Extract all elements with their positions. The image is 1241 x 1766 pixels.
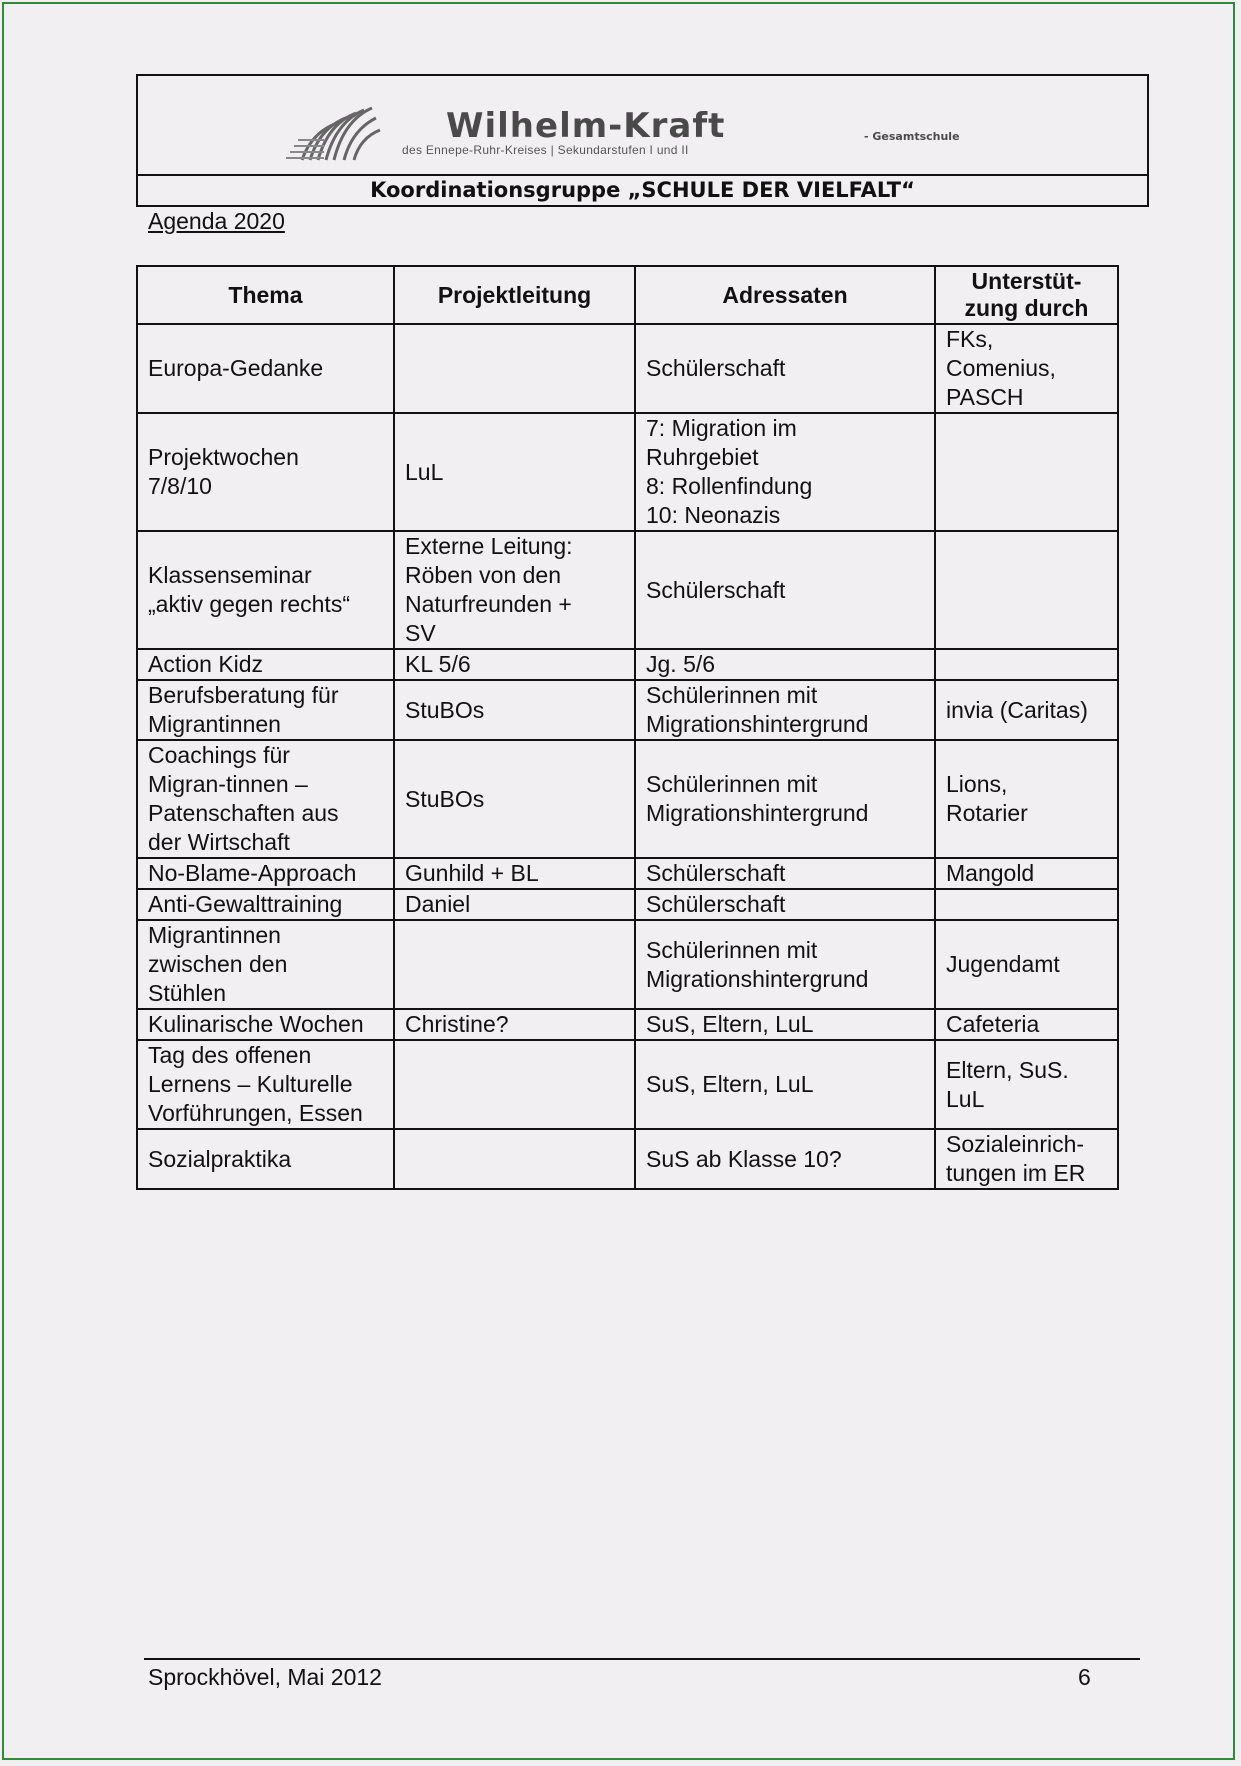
table-row xyxy=(137,1129,1118,1189)
table-cell: Schülerinnen mit Migrationshintergrund xyxy=(635,680,935,740)
column-header: Adressaten xyxy=(635,266,935,324)
table-cell xyxy=(935,413,1118,531)
table-cell: Schülerinnen mit Migrationshintergrund xyxy=(635,920,935,1009)
table-cell: Gunhild + BL xyxy=(394,858,635,889)
table-cell: StuBOs xyxy=(394,740,635,858)
table-cell: Cafeteria xyxy=(935,1009,1118,1040)
table-row xyxy=(137,680,1118,740)
table-cell: Berufsberatung für Migrantinnen xyxy=(137,680,394,740)
table-cell xyxy=(394,1040,635,1129)
table-row xyxy=(137,1009,1118,1040)
table-cell: Eltern, SuS. LuL xyxy=(935,1040,1118,1129)
table-cell: Jugendamt xyxy=(935,920,1118,1009)
table-cell xyxy=(935,531,1118,649)
table-cell: Schülerschaft xyxy=(635,858,935,889)
agenda-table xyxy=(136,265,1119,1190)
table-cell: LuL xyxy=(394,413,635,531)
school-name: Wilhelm-Kraft xyxy=(446,106,726,146)
table-cell: Tag des offenen Lernens – Kulturelle Vorführungen, Essen xyxy=(137,1040,394,1129)
table-cell: Schülerinnen mit Migrationshintergrund xyxy=(635,740,935,858)
table-row xyxy=(137,531,1118,649)
table-cell: Daniel xyxy=(394,889,635,920)
table-cell: Kulinarische Wochen xyxy=(137,1009,394,1040)
column-header: Unterstüt- zung durch xyxy=(935,266,1118,324)
table-cell: SuS, Eltern, LuL xyxy=(635,1009,935,1040)
table-cell: Projektwochen 7/8/10 xyxy=(137,413,394,531)
table-cell: StuBOs xyxy=(394,680,635,740)
table-cell: Sozialpraktika xyxy=(137,1129,394,1189)
table-row xyxy=(137,858,1118,889)
table-cell: Schülerschaft xyxy=(635,889,935,920)
table-cell xyxy=(394,324,635,413)
table-cell: SuS, Eltern, LuL xyxy=(635,1040,935,1129)
table-cell: Coachings für Migran-tinnen – Patenschaften aus der Wirtschaft xyxy=(137,740,394,858)
table-cell: No-Blame-Approach xyxy=(137,858,394,889)
table-cell: Europa-Gedanke xyxy=(137,324,394,413)
table-cell: FKs, Comenius, PASCH xyxy=(935,324,1118,413)
table-cell: Klassenseminar „aktiv gegen rechts“ xyxy=(137,531,394,649)
table-cell xyxy=(935,649,1118,680)
agenda-label: Agenda 2020 xyxy=(148,208,285,234)
table-cell xyxy=(394,920,635,1009)
table-row xyxy=(137,1040,1118,1129)
column-header: Projektleitung xyxy=(394,266,635,324)
table-cell xyxy=(935,889,1118,920)
footer-place-date: Sprockhövel, Mai 2012 xyxy=(148,1664,382,1690)
table-cell: Externe Leitung: Röben von den Naturfreunden + SV xyxy=(394,531,635,649)
school-logo-icon xyxy=(284,100,384,162)
table-header-row xyxy=(137,266,1118,324)
table-cell xyxy=(394,1129,635,1189)
table-cell: Sozialeinrich- tungen im ER xyxy=(935,1129,1118,1189)
table-cell: Migrantinnen zwischen den Stühlen xyxy=(137,920,394,1009)
footer-divider xyxy=(144,1658,1140,1660)
table-cell: 7: Migration im Ruhrgebiet 8: Rollenfindung 10: Neonazis xyxy=(635,413,935,531)
logo-area xyxy=(138,76,1147,176)
table-cell: invia (Caritas) xyxy=(935,680,1118,740)
column-header: Thema xyxy=(137,266,394,324)
table-row xyxy=(137,889,1118,920)
group-title: Koordinationsgruppe „SCHULE DER VIELFALT“ xyxy=(370,178,915,202)
table-cell: Jg. 5/6 xyxy=(635,649,935,680)
page-number: 6 xyxy=(1078,1664,1091,1690)
table-cell: Schülerschaft xyxy=(635,531,935,649)
table-row xyxy=(137,740,1118,858)
table-cell: Lions, Rotarier xyxy=(935,740,1118,858)
table-cell: SuS ab Klasse 10? xyxy=(635,1129,935,1189)
table-row xyxy=(137,413,1118,531)
table-cell: Anti-Gewalttraining xyxy=(137,889,394,920)
table-row xyxy=(137,649,1118,680)
table-cell: Christine? xyxy=(394,1009,635,1040)
table-row xyxy=(137,324,1118,413)
table-cell: KL 5/6 xyxy=(394,649,635,680)
school-subtitle: des Ennepe-Ruhr-Kreises | Sekundarstufen I und II xyxy=(402,143,689,157)
letterhead xyxy=(136,74,1149,207)
table-cell: Mangold xyxy=(935,858,1118,889)
school-type: - Gesamtschule xyxy=(864,130,960,143)
table-cell: Action Kidz xyxy=(137,649,394,680)
table-row xyxy=(137,920,1118,1009)
table-cell: Schülerschaft xyxy=(635,324,935,413)
